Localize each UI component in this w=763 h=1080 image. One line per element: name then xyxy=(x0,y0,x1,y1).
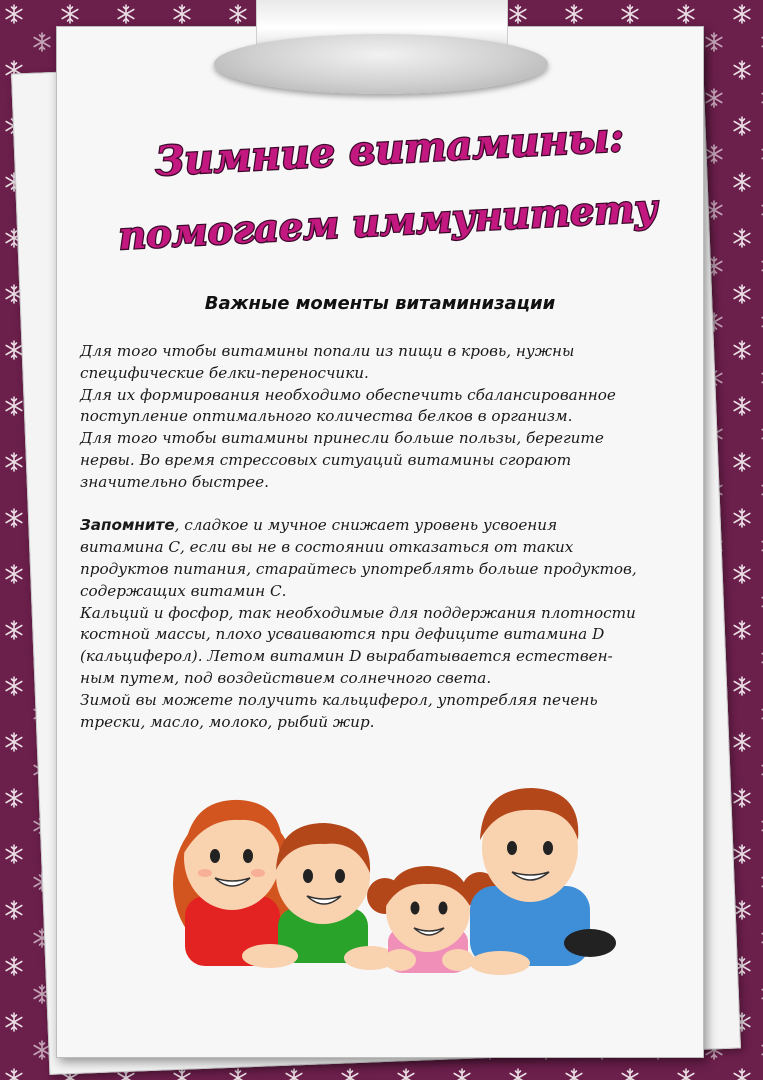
remember-word: Запомните xyxy=(80,516,175,535)
text-line: продуктов питания, старайтесь употреблять больше продуктов, xyxy=(80,559,637,578)
text-line: Для того чтобы витамины принесли больше пользы, берегите xyxy=(80,429,604,448)
text-line: содержащих витамин С. xyxy=(80,581,287,600)
text-line: трески, масло, молоко, рыбий жир. xyxy=(80,712,375,731)
poster-title xyxy=(117,105,659,265)
text-line: нервы. Во время стрессовых ситуаций витамины сгорают xyxy=(80,450,572,469)
text-line: ным путем, под воздействием солнечного света. xyxy=(80,668,492,687)
text-line: Для их формирования необходимо обеспечить сбалансированное xyxy=(80,385,616,404)
text-line: Кальций и фосфор, так необходимые для поддержания плотности xyxy=(80,603,636,622)
paper-clip-ring xyxy=(214,34,548,94)
text-line: Зимой вы можете получить кальциферол, употребляя печень xyxy=(80,690,598,709)
remember-line xyxy=(80,515,710,537)
text-line: специфические белки-переносчики. xyxy=(80,363,369,382)
text-line: костной массы, плохо усваиваются при дефиците витамина D xyxy=(80,625,605,644)
text-line: витамина С, если вы не в состоянии отказаться от таких xyxy=(80,538,574,557)
text-line: Для того чтобы витамины попали из пищи в кровь, нужны xyxy=(80,342,575,360)
remember-rest: , сладкое и мучное снижает уровень усвоения xyxy=(174,516,558,535)
title-line-1: Зимние витамины: xyxy=(154,113,626,186)
section-heading: Важные моменты витаминизации xyxy=(204,293,556,314)
text-line: значительно быстрее. xyxy=(80,472,269,491)
body-text xyxy=(80,341,710,733)
title-line-2: помогаем иммунитету xyxy=(117,184,659,259)
text-line: (кальциферол). Летом витамин D вырабатывается естествен- xyxy=(80,647,613,666)
family-illustration xyxy=(160,778,630,988)
text-line: поступление оптимального количества белков в организм. xyxy=(80,407,573,426)
